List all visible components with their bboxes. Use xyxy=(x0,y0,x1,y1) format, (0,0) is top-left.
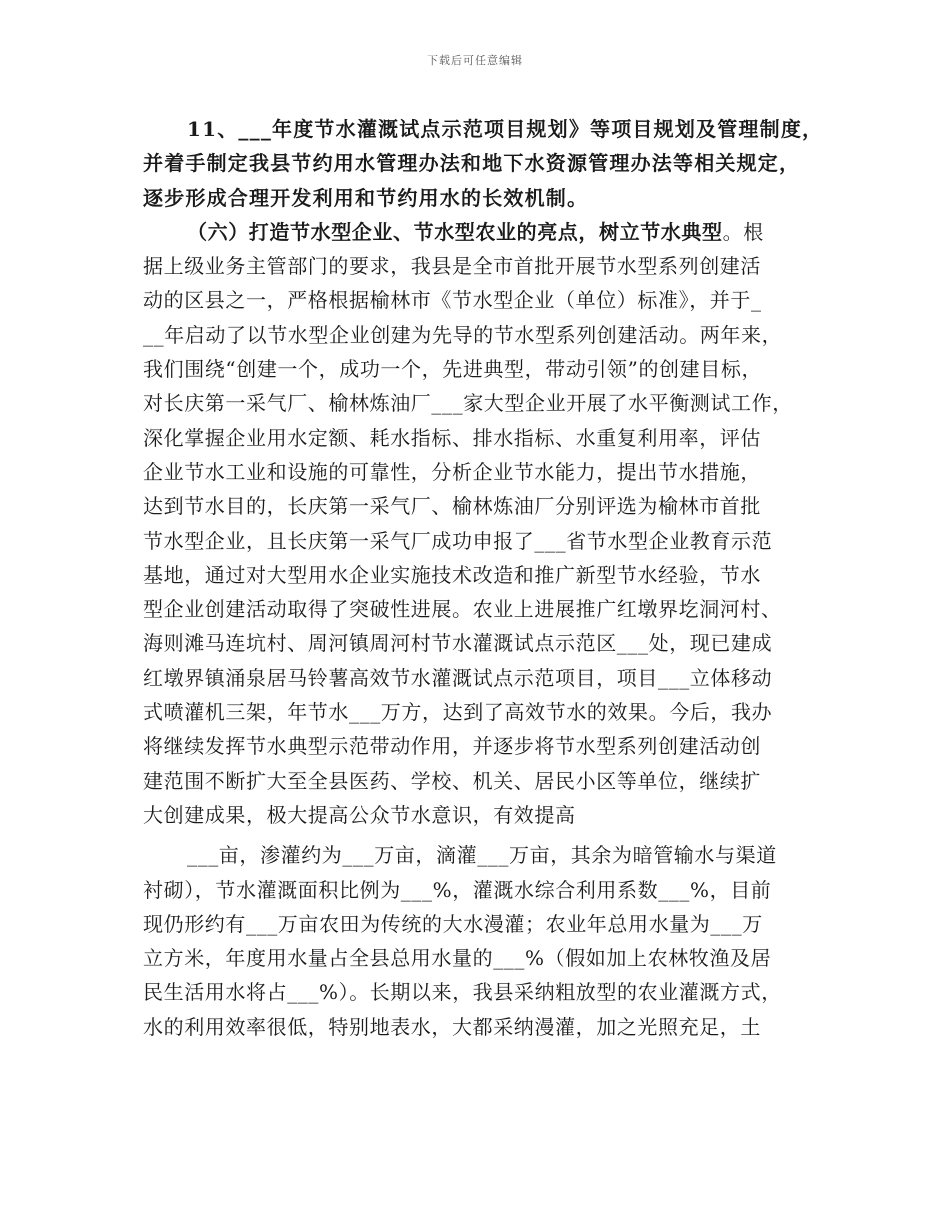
text-line: 大创建成果，极大提高公众节水意识，有效提高 xyxy=(143,802,576,827)
text-line: 式喷灌机三架，年节水___万方，达到了高效节水的效果。今后，我办 xyxy=(143,700,773,725)
text-line: 将继续发挥节水典型示范带动作用，并逐步将节水型系列创建活动创 xyxy=(143,734,761,759)
text-line: 11、___年度节水灌溉试点示范项目规划》等项目规划及管理制度， xyxy=(187,117,824,141)
document-body xyxy=(143,112,824,1044)
section-heading: （六）打造节水型企业、节水型农业的亮点，树立节水典型 xyxy=(187,219,723,244)
text-line: 深化掌握企业用水定额、耗水指标、排水指标、水重复利用率，评估 xyxy=(143,425,761,450)
text-line: 动的区县之一，严格根据榆林市《节水型企业（单位）标准》，并于_ xyxy=(143,288,762,313)
text-line: 建范围不断扩大至全县医药、学校、机关、居民小区等单位，继续扩 xyxy=(143,768,761,793)
text-line: 节水型企业，且长庆第一采气厂成功申报了___省节水型企业教育示范 xyxy=(143,528,773,553)
text-line: 民生活用水将占___%）。长期以来，我县采纳粗放型的农业灌溉方式， xyxy=(143,980,782,1005)
paragraph-water-saving-models xyxy=(143,215,811,832)
text-line: 型企业创建活动取得了突破性进展。农业上进展推广红墩界圪洞河村、 xyxy=(143,597,782,622)
text-line: 逐步形成合理开发利用和节约用水的长效机制。 xyxy=(143,185,589,210)
text-line: 现仍形约有___万亩农田为传统的大水漫灌；农业年总用水量为___万 xyxy=(143,911,763,936)
paragraph-planning xyxy=(143,112,824,215)
text-line: 企业节水工业和设施的可靠性，分析企业节水能力，提出节水措施， xyxy=(143,459,761,484)
text-line: 我们围绕“创建一个，成功一个，先进典型，带动引领”的创建目标， xyxy=(143,357,763,382)
text-line: 达到节水目的，长庆第一采气厂、榆林炼油厂分别评选为榆林市首批 xyxy=(143,494,761,519)
text-line: 对长庆第一采气厂、榆林炼油厂___家大型企业开展了水平衡测试工作， xyxy=(143,391,793,416)
text-line: ___亩，渗灌约为___万亩，滴灌___万亩，其余为暗管输水与渠道 xyxy=(187,843,777,868)
text-line: 基地，通过对大型用水企业实施技术改造和推广新型节水经验，节水 xyxy=(143,562,761,587)
text-line: 并着手制定我县节约用水管理办法和地下水资源管理办法等相关规定， xyxy=(143,151,801,176)
text-line-rest: 。根 xyxy=(722,219,764,244)
text-line: 立方米，年度用水量占全县总用水量的___%（假如加上农林牧渔及居 xyxy=(143,946,772,971)
text-line: 红墩界镇涌泉居马铃薯高效节水灌溉试点示范项目，项目___立体移动 xyxy=(143,665,773,690)
text-line: 水的利用效率很低，特别地表水，大都采纳漫灌，加之光照充足，土 xyxy=(143,1014,761,1039)
page-header: 下载后可任意编辑 xyxy=(427,54,523,67)
text-line: 据上级业务主管部门的要求，我县是全市首批开展节水型系列创建活 xyxy=(143,254,761,279)
paragraph-irrigation-status xyxy=(143,838,811,1044)
text-line: __年启动了以节水型企业创建为先导的节水型系列创建活动。两年来， xyxy=(143,322,783,347)
text-line: 海则滩马连坑村、周河镇周河村节水灌溉试点示范区___处，现已建成 xyxy=(143,631,773,656)
text-line xyxy=(143,215,811,249)
text-line: 衬砌），节水灌溉面积比例为___%，灌溉水综合利用系数___%，目前 xyxy=(143,877,772,902)
